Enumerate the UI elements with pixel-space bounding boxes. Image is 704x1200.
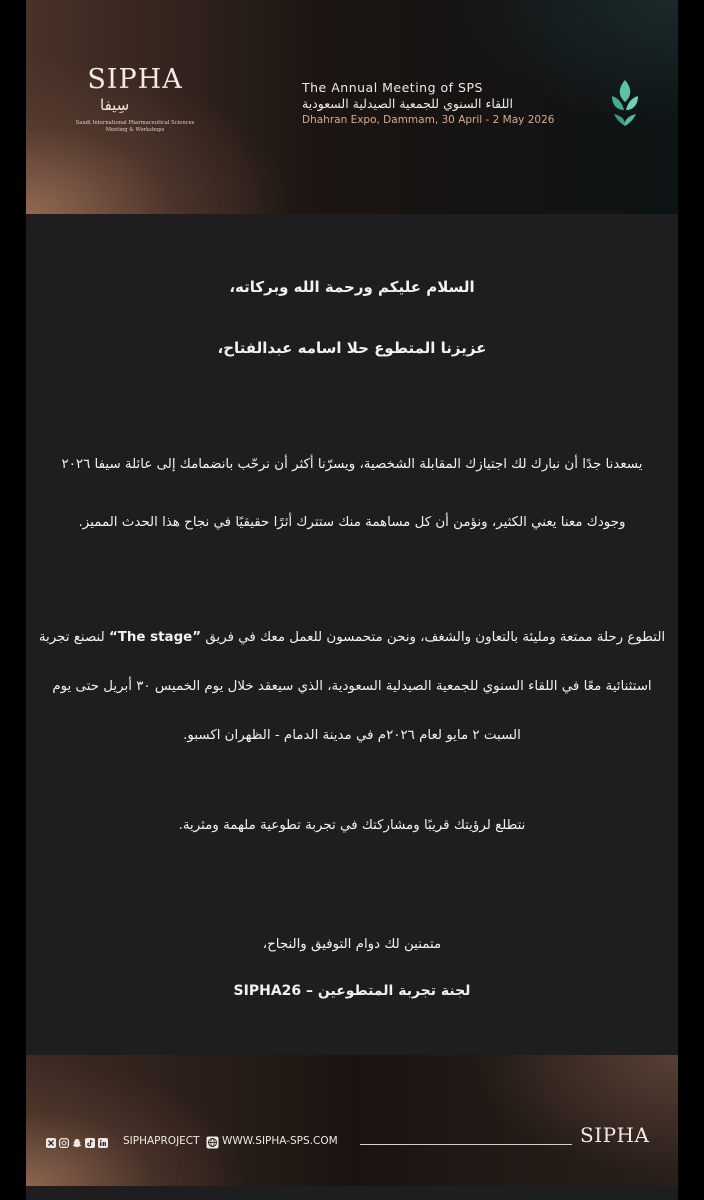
x-icon[interactable]: [45, 1137, 56, 1148]
meeting-title: The Annual Meeting of SPS: [302, 80, 483, 95]
paragraph-1-line-2: وجودك معنا يعني الكثير، ونؤمن أن كل مساهمة منك ستترك أثرًا حقيقيًا في نجاح هذا الحدث المميز.: [78, 515, 626, 530]
paragraph-2-text-before: التطوع رحلة ممتعة ومليئة بالتعاون والشغف، ونحن متحمسون للعمل معك في فريق: [205, 630, 666, 645]
globe-icon: [206, 1136, 219, 1149]
footer-divider: [360, 1144, 572, 1145]
greeting: السلام عليكم ورحمة الله وبركاته،: [229, 278, 475, 296]
snapchat-icon[interactable]: [71, 1137, 82, 1148]
footer-sipha-logo: SIPHA: [580, 1123, 650, 1147]
paragraph-2-line-3: السبت ٢ مايو لعام ٢٠٢٦م في مدينة الدمام - الظهران اكسبو.: [183, 728, 521, 743]
paragraph-2-text-after: لنصنع تجربة: [38, 630, 105, 645]
sipha-subtitle: Saudi International Pharmaceutical Sciences Meeting & Workshops: [75, 120, 195, 133]
social-icons: [45, 1137, 108, 1148]
paragraph-3: نتطلع لرؤيتك قريبًا ومشاركتك في تجربة تطوعية ملهمة ومثرية.: [178, 818, 526, 833]
tiktok-icon[interactable]: [84, 1137, 95, 1148]
social-handle[interactable]: SIPHAPROJECT: [123, 1135, 200, 1147]
meeting-title-arabic: اللقاء السنوي للجمعية الصيدلية السعودية: [302, 96, 513, 111]
right-margin: [678, 0, 704, 1200]
recipient-line: عزيزنا المتطوع حلا اسامه عبدالفتاح،: [217, 339, 487, 357]
header-banner: [26, 0, 678, 214]
linkedin-icon[interactable]: [97, 1137, 108, 1148]
left-margin: [0, 0, 26, 1200]
meeting-info: [302, 80, 602, 126]
footer-banner: [26, 1055, 678, 1186]
sipha-logo: [70, 62, 200, 152]
sps-leaf-icon: [608, 78, 642, 130]
paragraph-1-line-1: يسعدنا جدًا أن نبارك لك اجتيازك المقابلة الشخصية، ويسرّنا أكثر أن نرحّب بانضمامك إلى عائلة سيفا ٢٠٢٦: [61, 457, 643, 472]
sipha-wordmark: SIPHA: [87, 64, 183, 95]
closing-line: متمنين لك دوام التوفيق والنجاح،: [262, 937, 442, 952]
sipha-arabic-wordmark: سِيفا: [100, 96, 130, 114]
team-name: “The stage”: [108, 630, 202, 645]
paragraph-2-line-2: استثنائية معًا في اللقاء السنوي للجمعية الصيدلية السعودية، الذي سيعقد خلال يوم الخميس ٣٠ أبريل حتى يوم: [52, 679, 652, 694]
signature: لجنة تجربة المتطوعين – SIPHA26: [233, 983, 471, 999]
website-link[interactable]: WWW.SIPHA-SPS.COM: [222, 1135, 338, 1147]
paragraph-2-line-1: [26, 630, 678, 645]
instagram-icon[interactable]: [58, 1137, 69, 1148]
meeting-location: Dhahran Expo, Dammam, 30 April - 2 May 2026: [302, 114, 555, 126]
